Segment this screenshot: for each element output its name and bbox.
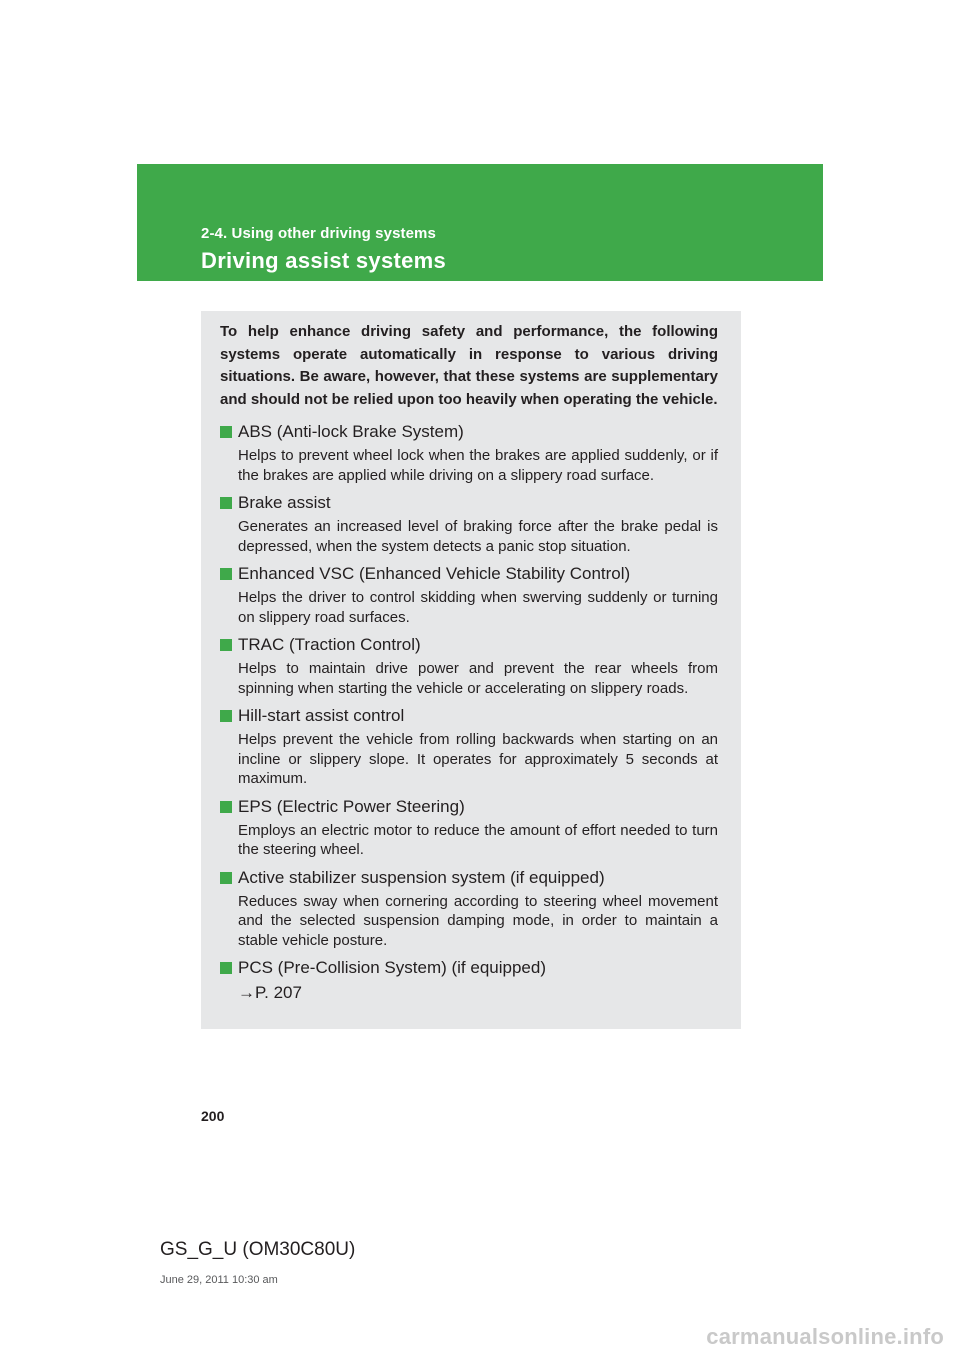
square-bullet-icon xyxy=(220,801,232,813)
square-bullet-icon xyxy=(220,639,232,651)
system-title-text: EPS (Electric Power Steering) xyxy=(238,796,465,816)
document-code: GS_G_U (OM30C80U) xyxy=(160,1239,356,1260)
system-title-text: Enhanced VSC (Enhanced Vehicle Stability Control) xyxy=(238,564,631,583)
square-bullet-icon xyxy=(220,426,232,438)
system-title xyxy=(220,492,718,514)
page-title: Driving assist systems xyxy=(201,248,447,273)
system-item xyxy=(220,492,718,556)
system-title-text: Active stabilizer suspension system (if equipped) xyxy=(238,867,605,887)
system-item xyxy=(220,563,718,627)
intro-paragraph: To help enhance driving safety and performance, the following systems operate automatically in response to various driving situations. Be aware, however, that these systems are supplementary and should not be relied upon too heavily when operating the vehicle. xyxy=(220,323,718,408)
page-number: 200 xyxy=(201,1108,225,1124)
page-reference-link[interactable]: →P. 207 xyxy=(238,983,302,1002)
system-description: Helps the driver to control skidding when swerving suddenly or turning on slippery road surfaces. xyxy=(238,589,718,626)
system-description: Employs an electric motor to reduce the amount of effort needed to turn the steering wheel. xyxy=(238,821,718,858)
content-box xyxy=(201,311,741,1029)
system-item xyxy=(220,421,718,485)
system-description: Helps to maintain drive power and prevent the rear wheels from spinning when starting the vehicle or accelerating on slippery roads. xyxy=(238,660,718,697)
system-item xyxy=(220,705,718,789)
system-item xyxy=(220,634,718,698)
system-item xyxy=(220,957,718,1004)
system-title xyxy=(220,867,718,889)
system-title xyxy=(220,957,718,979)
system-title-text: PCS (Pre-Collision System) (if equipped) xyxy=(238,958,546,977)
square-bullet-icon xyxy=(220,962,232,974)
system-title xyxy=(220,563,718,585)
section-header-band xyxy=(137,164,823,281)
system-title xyxy=(220,421,718,443)
square-bullet-icon xyxy=(220,568,232,580)
system-title xyxy=(220,705,718,727)
system-description: Helps to prevent wheel lock when the brakes are applied suddenly, or if the brakes are applied while driving on a slippery road surface. xyxy=(238,447,718,484)
system-title xyxy=(220,796,718,818)
system-description: Reduces sway when cornering according to steering wheel movement and the selected suspension damping mode, in order to maintain a stable vehicle posture. xyxy=(238,892,718,949)
system-title-text: ABS (Anti-lock Brake System) xyxy=(238,422,464,441)
system-item xyxy=(220,867,718,951)
system-title xyxy=(220,634,718,656)
document-date: June 29, 2011 10:30 am xyxy=(160,1274,278,1286)
square-bullet-icon xyxy=(220,872,232,884)
system-title-text: Brake assist xyxy=(238,493,331,512)
square-bullet-icon xyxy=(220,710,232,722)
system-title-text: Hill-start assist control xyxy=(238,706,405,725)
system-title-text: TRAC (Traction Control) xyxy=(238,635,421,654)
square-bullet-icon xyxy=(220,497,232,509)
section-label: 2-4. Using other driving systems xyxy=(201,225,436,242)
watermark: carmanualsonline.info xyxy=(706,1324,944,1349)
system-item xyxy=(220,796,718,860)
system-description: Generates an increased level of braking force after the brake pedal is depressed, when the system detects a panic stop situation. xyxy=(238,518,718,555)
system-description: Helps prevent the vehicle from rolling backwards when starting on an incline or slippery slope. It operates for approximately 5 seconds at maximum. xyxy=(238,731,718,787)
